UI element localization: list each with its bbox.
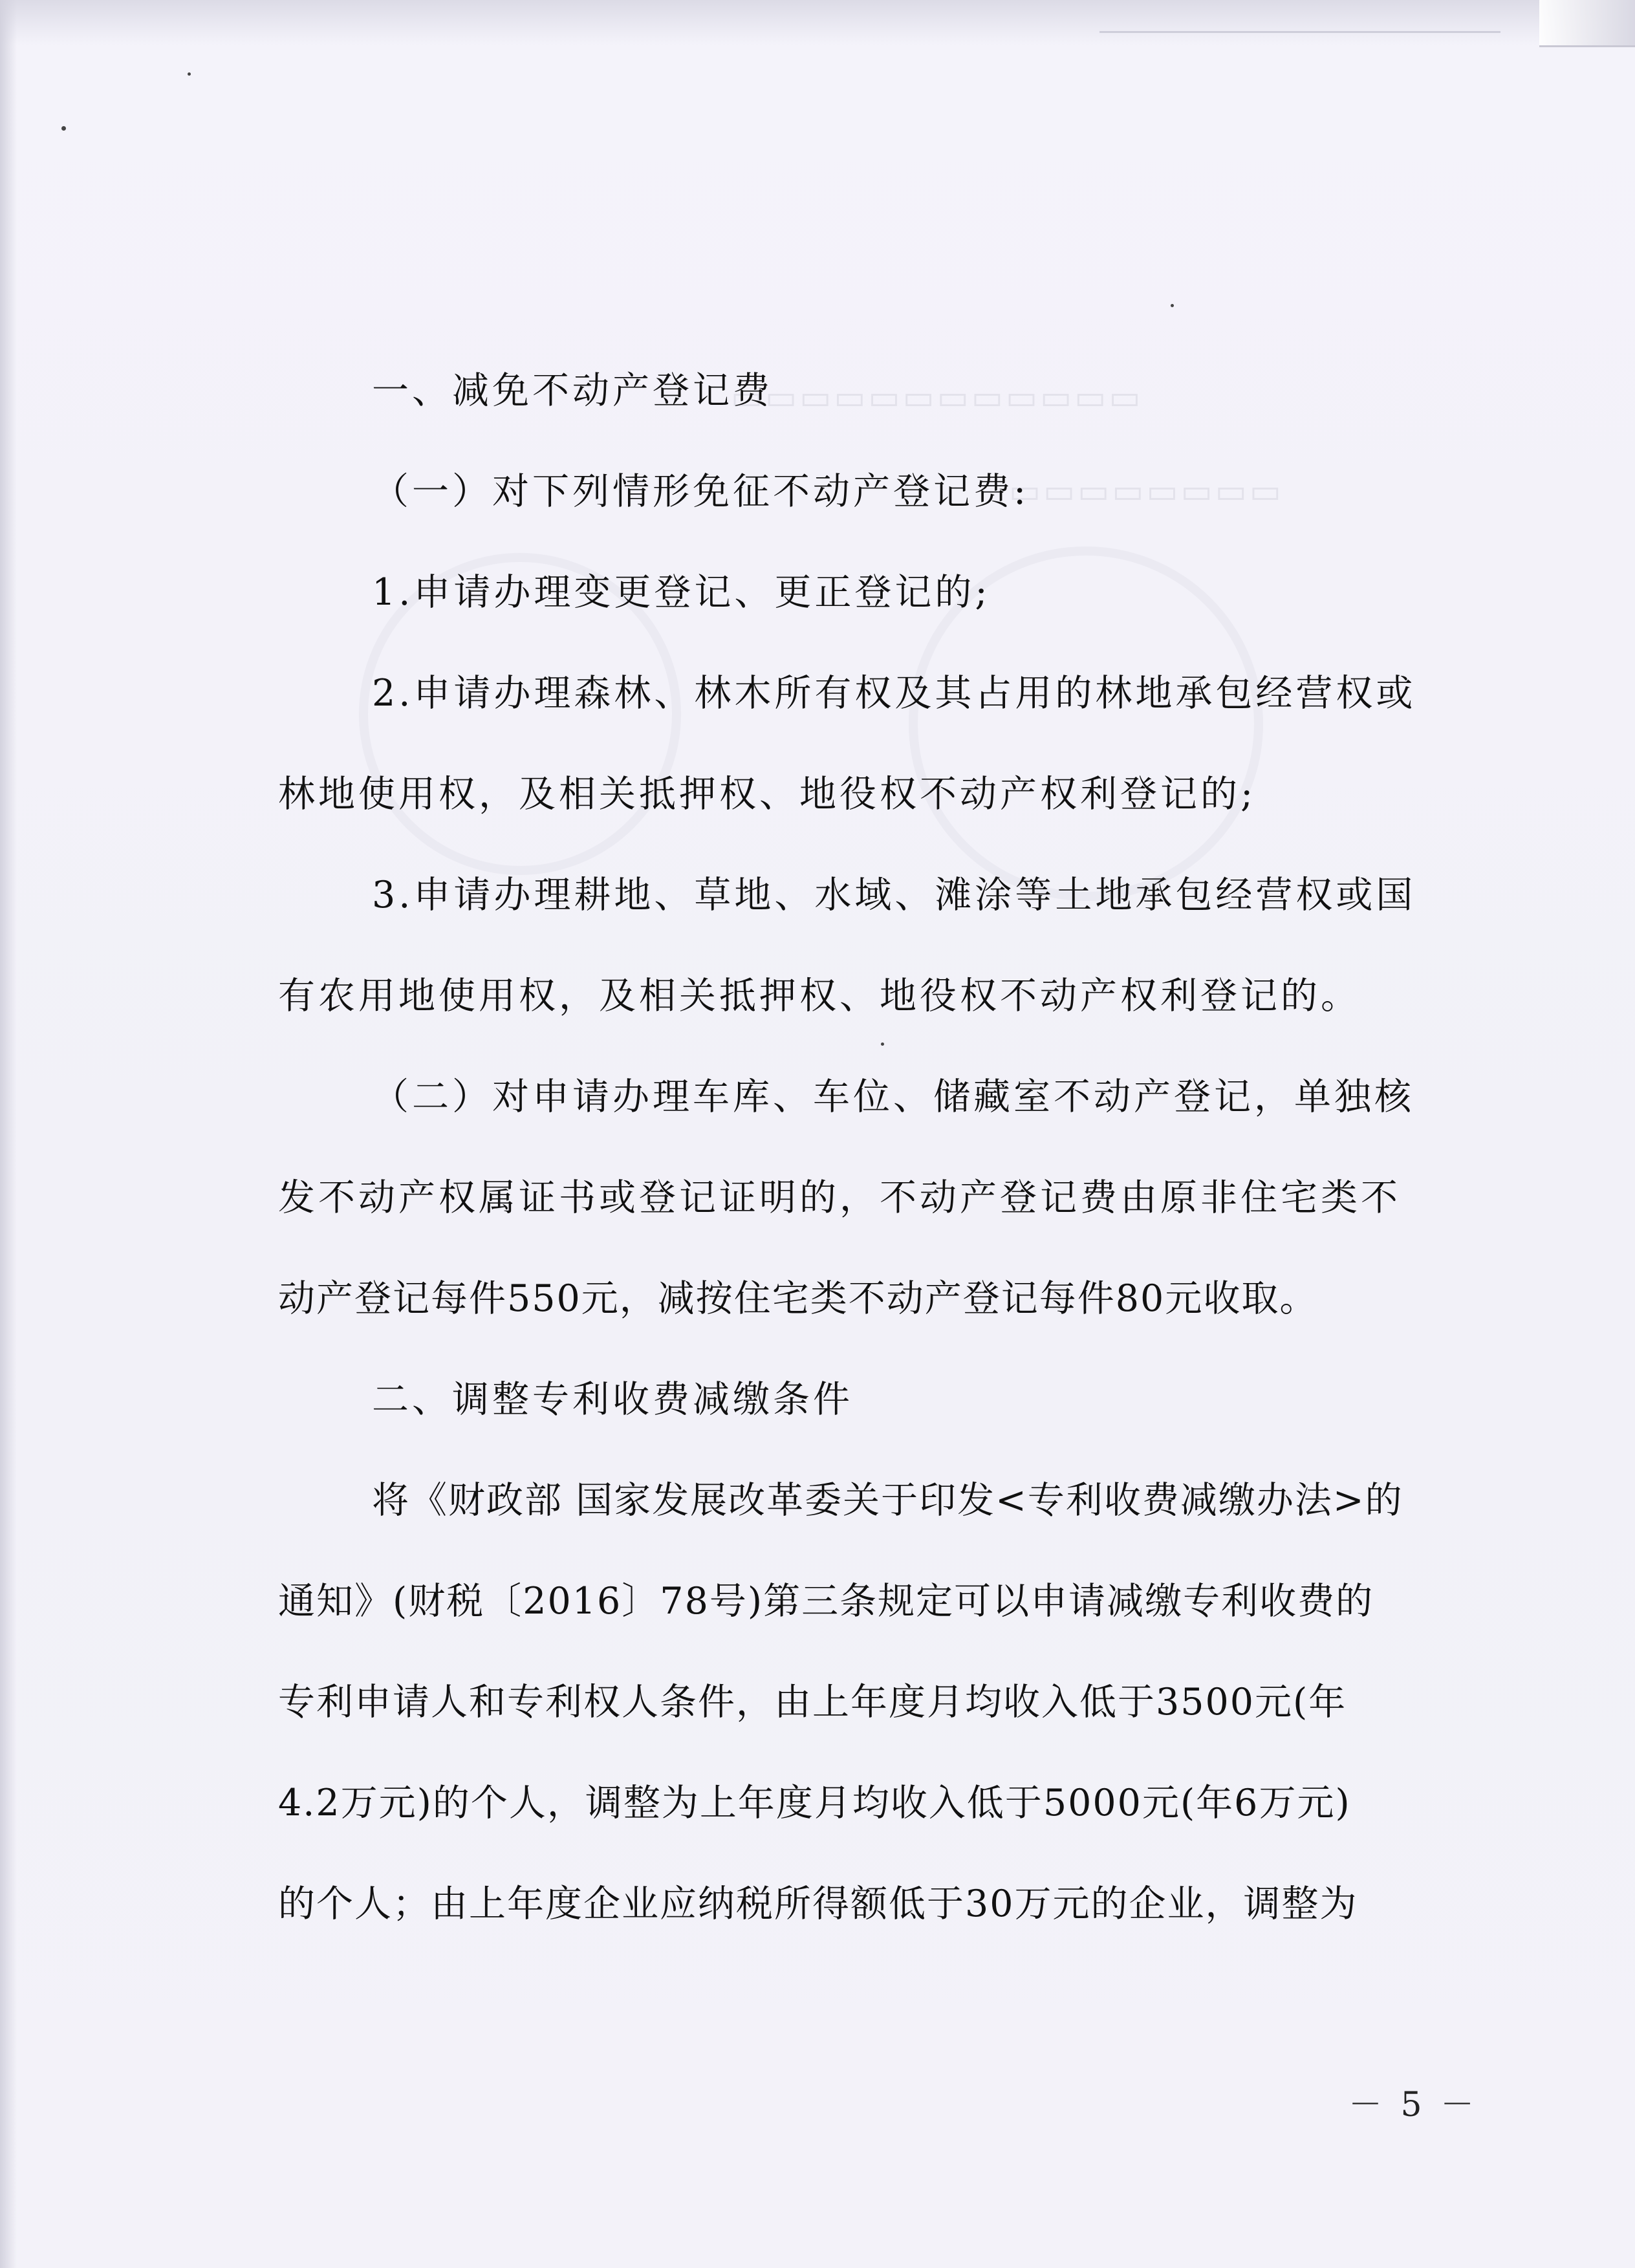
- page-number: － 5 －: [1348, 2086, 1478, 2124]
- subsection-2-line-3: 动产登记每件550元，减按住宅类不动产登记每件80元收取。: [278, 1277, 1318, 1320]
- scan-left-edge: [0, 0, 17, 2268]
- list-item-3-line-1: 3.申请办理耕地、草地、水域、滩涂等土地承包经营权或国: [372, 874, 1416, 916]
- scan-speck: [61, 126, 66, 131]
- subsection-2-line-2: 发不动产权属证书或登记证明的，不动产登记费由原非住宅类不: [278, 1176, 1401, 1219]
- show-through-text-2: ▭▭▭▭▭▭▭▭: [1009, 472, 1284, 511]
- scan-bleed-line: [1099, 31, 1500, 33]
- scan-speck: [188, 72, 191, 76]
- subsection-heading-1: （一）对下列情形免征不动产登记费:: [372, 470, 1030, 513]
- paragraph-2-line-4: 4.2万元)的个人，调整为上年度月均收入低于5000元(年6万元): [278, 1782, 1351, 1824]
- paragraph-2-line-1: 将《财政部 国家发展改革委关于印发<专利收费减缴办法>的: [372, 1479, 1403, 1522]
- scan-speck: [881, 1042, 884, 1046]
- section-heading-2: 二、调整专利收费减缴条件: [372, 1378, 853, 1421]
- scan-speck: [1171, 304, 1174, 307]
- paragraph-2-line-3: 专利申请人和专利权人条件，由上年度月均收入低于3500元(年: [278, 1681, 1347, 1723]
- list-item-1: 1.申请办理变更登记、更正登记的;: [372, 571, 991, 614]
- show-through-text-1: ▭▭▭▭▭▭▭▭▭▭▭▭: [731, 378, 1143, 417]
- paragraph-2-line-2: 通知》(财税〔2016〕78号)第三条规定可以申请减缴专利收费的: [278, 1580, 1374, 1623]
- list-item-3-line-2: 有农用地使用权，及相关抵押权、地役权不动产权利登记的。: [278, 975, 1361, 1017]
- subsection-2-line-1: （二）对申请办理车库、车位、储藏室不动产登记，单独核: [372, 1075, 1414, 1118]
- list-item-2-line-1: 2.申请办理森林、林木所有权及其占用的林地承包经营权或: [372, 672, 1416, 715]
- scan-folded-corner: [1539, 0, 1635, 47]
- scan-top-edge: [0, 0, 1635, 45]
- section-heading-1: 一、减免不动产登记费: [372, 369, 773, 412]
- list-item-2-line-2: 林地使用权，及相关抵押权、地役权不动产权利登记的;: [278, 773, 1257, 815]
- paragraph-2-line-5: 的个人；由上年度企业应纳税所得额低于30万元的企业，调整为: [278, 1883, 1358, 1925]
